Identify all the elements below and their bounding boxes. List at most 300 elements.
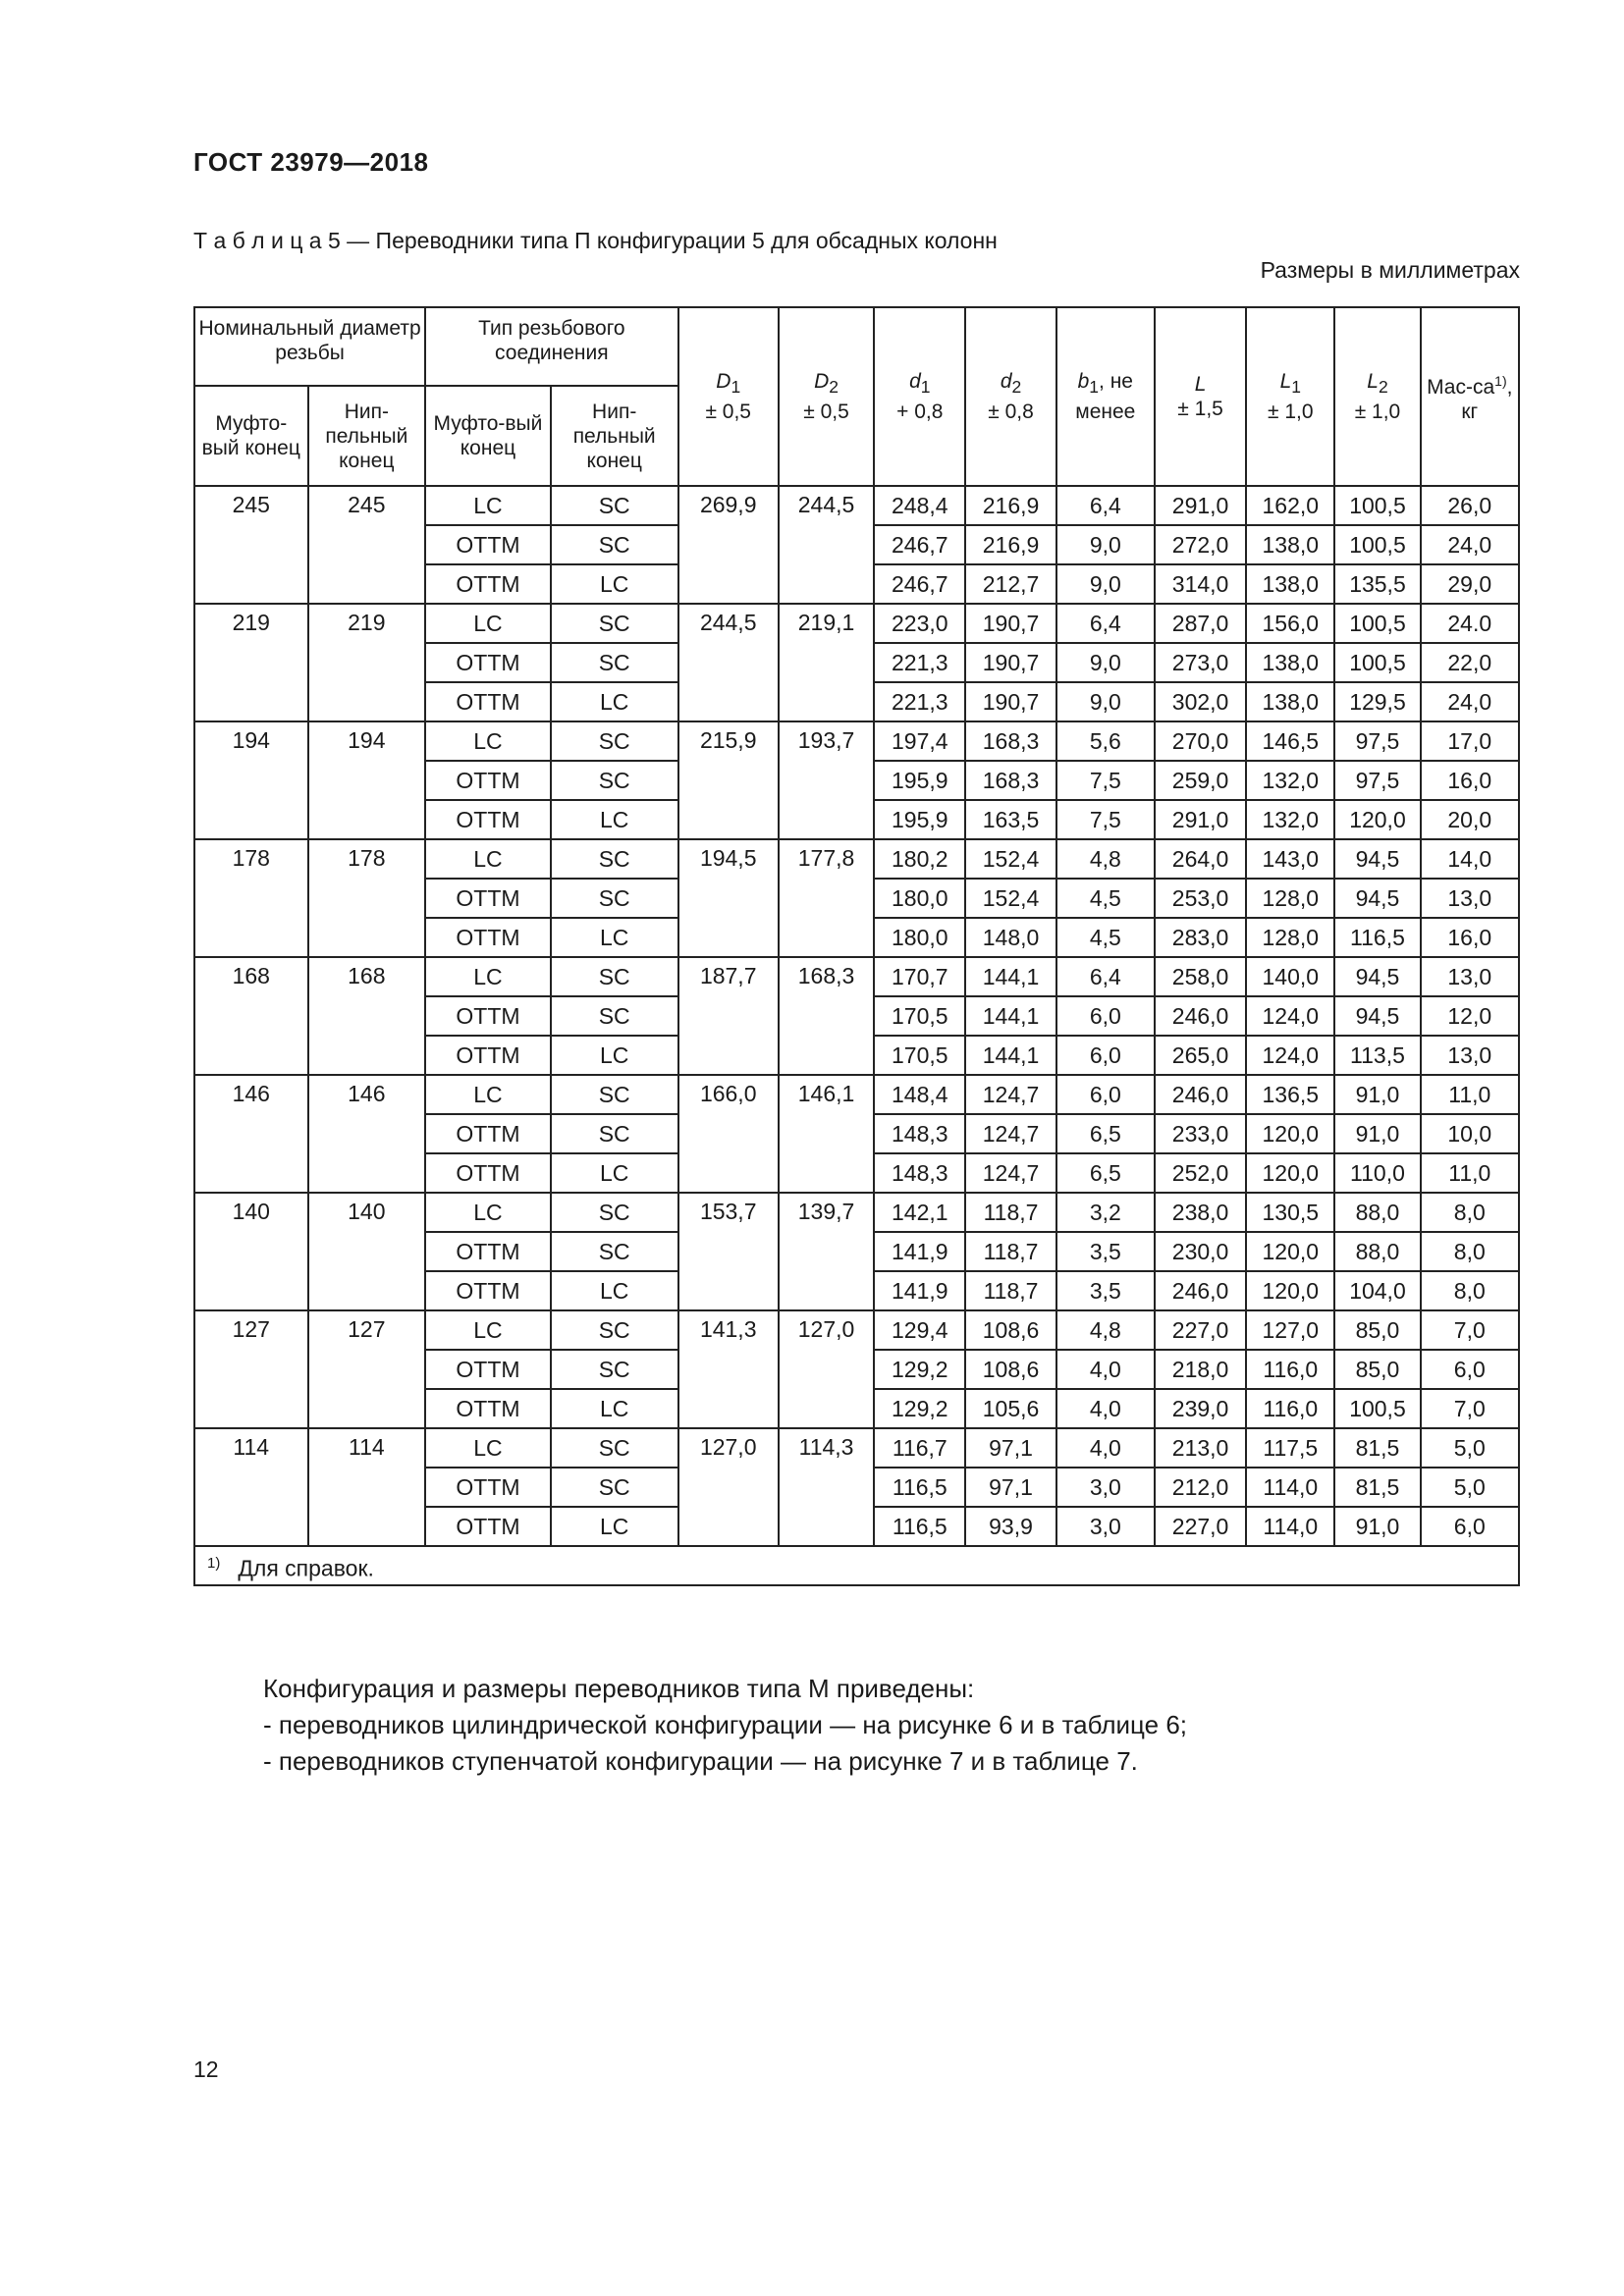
cell-L1: 146,5	[1246, 721, 1334, 761]
cell-D1: 127,0	[678, 1428, 779, 1546]
cell-b1: 3,5	[1056, 1232, 1155, 1271]
cell-thread-pin: SC	[551, 643, 678, 682]
cell-thread-pin: SC	[551, 1193, 678, 1232]
cell-L: 272,0	[1155, 525, 1246, 564]
cell-thread-pin: SC	[551, 1468, 678, 1507]
cell-b1: 4,0	[1056, 1428, 1155, 1468]
cell-b1: 6,0	[1056, 996, 1155, 1036]
cell-L1: 120,0	[1246, 1153, 1334, 1193]
cell-L: 302,0	[1155, 682, 1246, 721]
cell-thread-pin: LC	[551, 1507, 678, 1546]
header-nominal-pin-end: Нип-пельный конец	[308, 386, 426, 486]
cell-d1: 170,5	[874, 1036, 965, 1075]
cell-D2: 177,8	[779, 839, 874, 957]
cell-L1: 116,0	[1246, 1350, 1334, 1389]
cell-L: 252,0	[1155, 1153, 1246, 1193]
cell-L1: 138,0	[1246, 682, 1334, 721]
cell-thread-pin: LC	[551, 1271, 678, 1310]
cell-b1: 4,0	[1056, 1389, 1155, 1428]
cell-b1: 4,5	[1056, 879, 1155, 918]
cell-L: 246,0	[1155, 1075, 1246, 1114]
cell-D2: 193,7	[779, 721, 874, 839]
cell-L2: 94,5	[1334, 996, 1420, 1036]
cell-d1: 129,4	[874, 1310, 965, 1350]
cell-d2: 97,1	[965, 1428, 1056, 1468]
cell-nominal-coupling: 194	[194, 721, 308, 839]
cell-mass: 8,0	[1421, 1193, 1519, 1232]
cell-L1: 138,0	[1246, 525, 1334, 564]
header-L2: $L_2$ ± 1,0	[1334, 307, 1420, 486]
cell-nominal-coupling: 168	[194, 957, 308, 1075]
table-row	[194, 1428, 1519, 1468]
cell-thread-coupling: LC	[425, 957, 551, 996]
cell-mass: 14,0	[1421, 839, 1519, 879]
cell-thread-coupling: ОТТМ	[425, 918, 551, 957]
cell-thread-pin: SC	[551, 604, 678, 643]
cell-L1: 156,0	[1246, 604, 1334, 643]
cell-D1: 141,3	[678, 1310, 779, 1428]
cell-thread-pin: SC	[551, 1114, 678, 1153]
cell-L1: 138,0	[1246, 643, 1334, 682]
cell-d1: 116,5	[874, 1468, 965, 1507]
cell-D2: 168,3	[779, 957, 874, 1075]
cell-L2: 116,5	[1334, 918, 1420, 957]
cell-L2: 88,0	[1334, 1193, 1420, 1232]
cell-thread-coupling: ОТТМ	[425, 800, 551, 839]
cell-mass: 13,0	[1421, 957, 1519, 996]
cell-mass: 7,0	[1421, 1310, 1519, 1350]
table-row	[194, 839, 1519, 879]
cell-d1: 197,4	[874, 721, 965, 761]
cell-L: 227,0	[1155, 1507, 1246, 1546]
table-row	[194, 957, 1519, 996]
cell-b1: 4,0	[1056, 1350, 1155, 1389]
cell-d1: 180,0	[874, 879, 965, 918]
cell-thread-coupling: ОТТМ	[425, 682, 551, 721]
cell-L2: 100,5	[1334, 525, 1420, 564]
cell-nominal-pin: 140	[308, 1193, 426, 1310]
cell-thread-pin: SC	[551, 721, 678, 761]
header-d1: $d_1$ + 0,8	[874, 307, 965, 486]
cell-L: 291,0	[1155, 800, 1246, 839]
cell-thread-coupling: ОТТМ	[425, 1468, 551, 1507]
adapters-table	[193, 306, 1520, 1586]
cell-d1: 148,3	[874, 1114, 965, 1153]
cell-d1: 223,0	[874, 604, 965, 643]
cell-L: 258,0	[1155, 957, 1246, 996]
after-text-line: - переводников ступенчатой конфигурации — на рисунке 7 и в таблице 7.	[263, 1746, 1138, 1776]
cell-b1: 6,4	[1056, 604, 1155, 643]
cell-d1: 248,4	[874, 486, 965, 525]
cell-L: 259,0	[1155, 761, 1246, 800]
cell-L2: 94,5	[1334, 879, 1420, 918]
cell-L2: 100,5	[1334, 1389, 1420, 1428]
cell-L1: 162,0	[1246, 486, 1334, 525]
cell-d2: 152,4	[965, 839, 1056, 879]
cell-D2: 139,7	[779, 1193, 874, 1310]
cell-mass: 24,0	[1421, 525, 1519, 564]
cell-d2: 152,4	[965, 879, 1056, 918]
cell-L1: 130,5	[1246, 1193, 1334, 1232]
cell-b1: 9,0	[1056, 525, 1155, 564]
cell-b1: 9,0	[1056, 682, 1155, 721]
cell-d1: 141,9	[874, 1232, 965, 1271]
table-body	[194, 486, 1519, 1546]
cell-L2: 91,0	[1334, 1507, 1420, 1546]
cell-mass: 24,0	[1421, 682, 1519, 721]
cell-nominal-coupling: 219	[194, 604, 308, 721]
cell-b1: 6,4	[1056, 957, 1155, 996]
cell-mass: 26,0	[1421, 486, 1519, 525]
cell-b1: 7,5	[1056, 761, 1155, 800]
cell-L2: 135,5	[1334, 564, 1420, 604]
cell-mass: 16,0	[1421, 761, 1519, 800]
cell-L: 212,0	[1155, 1468, 1246, 1507]
header-L1: $L_1$ ± 1,0	[1246, 307, 1334, 486]
cell-d1: 246,7	[874, 525, 965, 564]
cell-thread-pin: LC	[551, 800, 678, 839]
cell-L2: 97,5	[1334, 721, 1420, 761]
cell-d2: 168,3	[965, 721, 1056, 761]
header-b1: $b_1$, не менее	[1056, 307, 1155, 486]
cell-mass: 5,0	[1421, 1428, 1519, 1468]
cell-d2: 216,9	[965, 486, 1056, 525]
cell-thread-coupling: LC	[425, 839, 551, 879]
cell-d1: 221,3	[874, 643, 965, 682]
cell-b1: 4,8	[1056, 1310, 1155, 1350]
cell-L2: 94,5	[1334, 957, 1420, 996]
cell-D2: 146,1	[779, 1075, 874, 1193]
cell-d1: 142,1	[874, 1193, 965, 1232]
cell-L: 239,0	[1155, 1389, 1246, 1428]
cell-b1: 3,0	[1056, 1468, 1155, 1507]
cell-L2: 81,5	[1334, 1428, 1420, 1468]
cell-d2: 124,7	[965, 1075, 1056, 1114]
cell-thread-coupling: ОТТМ	[425, 525, 551, 564]
cell-d2: 124,7	[965, 1153, 1056, 1193]
cell-D1: 215,9	[678, 721, 779, 839]
cell-L2: 81,5	[1334, 1468, 1420, 1507]
cell-L2: 100,5	[1334, 643, 1420, 682]
cell-L: 270,0	[1155, 721, 1246, 761]
cell-d2: 105,6	[965, 1389, 1056, 1428]
cell-b1: 4,8	[1056, 839, 1155, 879]
cell-d2: 108,6	[965, 1350, 1056, 1389]
cell-L2: 100,5	[1334, 604, 1420, 643]
cell-thread-pin: SC	[551, 761, 678, 800]
cell-L: 233,0	[1155, 1114, 1246, 1153]
cell-thread-coupling: LC	[425, 721, 551, 761]
cell-d2: 118,7	[965, 1232, 1056, 1271]
table-row	[194, 1310, 1519, 1350]
cell-d2: 168,3	[965, 761, 1056, 800]
cell-nominal-pin: 114	[308, 1428, 426, 1546]
cell-nominal-pin: 194	[308, 721, 426, 839]
cell-mass: 6,0	[1421, 1350, 1519, 1389]
cell-L1: 120,0	[1246, 1114, 1334, 1153]
cell-thread-pin: LC	[551, 918, 678, 957]
cell-L2: 88,0	[1334, 1232, 1420, 1271]
page-number: 12	[193, 2056, 219, 2082]
cell-thread-pin: LC	[551, 682, 678, 721]
cell-L1: 132,0	[1246, 761, 1334, 800]
cell-b1: 6,5	[1056, 1114, 1155, 1153]
after-text-line: Конфигурация и размеры переводников типа М приведены:	[263, 1674, 975, 1703]
cell-d2: 190,7	[965, 604, 1056, 643]
cell-nominal-coupling: 140	[194, 1193, 308, 1310]
cell-L: 253,0	[1155, 879, 1246, 918]
cell-L2: 104,0	[1334, 1271, 1420, 1310]
cell-nominal-pin: 168	[308, 957, 426, 1075]
cell-d1: 195,9	[874, 761, 965, 800]
cell-b1: 4,5	[1056, 918, 1155, 957]
cell-b1: 3,2	[1056, 1193, 1155, 1232]
cell-L2: 120,0	[1334, 800, 1420, 839]
cell-d2: 144,1	[965, 957, 1056, 996]
cell-thread-coupling: ОТТМ	[425, 1232, 551, 1271]
cell-thread-coupling: LC	[425, 486, 551, 525]
cell-thread-pin: LC	[551, 1153, 678, 1193]
table-row	[194, 1075, 1519, 1114]
cell-b1: 6,5	[1056, 1153, 1155, 1193]
cell-thread-coupling: ОТТМ	[425, 1350, 551, 1389]
cell-d1: 221,3	[874, 682, 965, 721]
cell-d2: 118,7	[965, 1193, 1056, 1232]
cell-d1: 148,4	[874, 1075, 965, 1114]
cell-L1: 114,0	[1246, 1507, 1334, 1546]
cell-b1: 6,0	[1056, 1036, 1155, 1075]
cell-L2: 85,0	[1334, 1310, 1420, 1350]
cell-thread-pin: SC	[551, 486, 678, 525]
cell-L1: 124,0	[1246, 996, 1334, 1036]
table-row	[194, 486, 1519, 525]
cell-d2: 190,7	[965, 643, 1056, 682]
cell-thread-pin: SC	[551, 996, 678, 1036]
header-D2: $D_2$ ± 0,5	[779, 307, 874, 486]
cell-L1: 120,0	[1246, 1232, 1334, 1271]
cell-mass: 7,0	[1421, 1389, 1519, 1428]
cell-thread-pin: SC	[551, 957, 678, 996]
cell-L1: 120,0	[1246, 1271, 1334, 1310]
cell-d1: 170,7	[874, 957, 965, 996]
cell-thread-coupling: ОТТМ	[425, 1271, 551, 1310]
cell-nominal-pin: 146	[308, 1075, 426, 1193]
cell-D1: 187,7	[678, 957, 779, 1075]
cell-mass: 10,0	[1421, 1114, 1519, 1153]
cell-nominal-coupling: 114	[194, 1428, 308, 1546]
cell-L: 273,0	[1155, 643, 1246, 682]
header-L: L ± 1,5	[1155, 307, 1246, 486]
cell-L2: 113,5	[1334, 1036, 1420, 1075]
cell-mass: 22,0	[1421, 643, 1519, 682]
cell-thread-coupling: ОТТМ	[425, 1389, 551, 1428]
cell-thread-pin: SC	[551, 1428, 678, 1468]
cell-L1: 124,0	[1246, 1036, 1334, 1075]
cell-thread-coupling: ОТТМ	[425, 1153, 551, 1193]
cell-thread-coupling: ОТТМ	[425, 996, 551, 1036]
cell-nominal-coupling: 178	[194, 839, 308, 957]
cell-L2: 129,5	[1334, 682, 1420, 721]
cell-mass: 11,0	[1421, 1153, 1519, 1193]
cell-L: 246,0	[1155, 1271, 1246, 1310]
cell-L: 213,0	[1155, 1428, 1246, 1468]
cell-mass: 13,0	[1421, 879, 1519, 918]
cell-thread-coupling: LC	[425, 604, 551, 643]
cell-mass: 13,0	[1421, 1036, 1519, 1075]
cell-mass: 20,0	[1421, 800, 1519, 839]
after-table-text	[263, 1671, 1187, 1780]
cell-D1: 244,5	[678, 604, 779, 721]
cell-d1: 129,2	[874, 1389, 965, 1428]
cell-D2: 219,1	[779, 604, 874, 721]
cell-nominal-pin: 245	[308, 486, 426, 604]
cell-mass: 24.0	[1421, 604, 1519, 643]
cell-mass: 16,0	[1421, 918, 1519, 957]
table-caption: Т а б л и ц а 5 — Переводники типа П конфигурации 5 для обсадных колонн	[193, 228, 998, 253]
cell-thread-pin: SC	[551, 839, 678, 879]
cell-L: 246,0	[1155, 996, 1246, 1036]
cell-nominal-pin: 219	[308, 604, 426, 721]
cell-mass: 29,0	[1421, 564, 1519, 604]
cell-thread-pin: SC	[551, 879, 678, 918]
cell-L1: 132,0	[1246, 800, 1334, 839]
cell-thread-pin: LC	[551, 1389, 678, 1428]
cell-D1: 153,7	[678, 1193, 779, 1310]
cell-d2: 144,1	[965, 996, 1056, 1036]
cell-b1: 7,5	[1056, 800, 1155, 839]
cell-L2: 97,5	[1334, 761, 1420, 800]
table-row	[194, 721, 1519, 761]
cell-thread-pin: SC	[551, 1350, 678, 1389]
units-note: Размеры в миллиметрах	[1260, 257, 1520, 283]
cell-mass: 17,0	[1421, 721, 1519, 761]
cell-L1: 143,0	[1246, 839, 1334, 879]
cell-thread-coupling: ОТТМ	[425, 879, 551, 918]
cell-L: 287,0	[1155, 604, 1246, 643]
cell-L2: 94,5	[1334, 839, 1420, 879]
cell-d1: 116,5	[874, 1507, 965, 1546]
cell-L1: 140,0	[1246, 957, 1334, 996]
cell-mass: 12,0	[1421, 996, 1519, 1036]
cell-b1: 6,0	[1056, 1075, 1155, 1114]
cell-D1: 194,5	[678, 839, 779, 957]
cell-d1: 129,2	[874, 1350, 965, 1389]
header-d2: $d_2$ ± 0,8	[965, 307, 1056, 486]
cell-L1: 114,0	[1246, 1468, 1334, 1507]
cell-d2: 108,6	[965, 1310, 1056, 1350]
header-mass: Мас-$са^{1)}$, кг	[1421, 307, 1519, 486]
cell-thread-pin: SC	[551, 1310, 678, 1350]
cell-b1: 9,0	[1056, 564, 1155, 604]
cell-d1: 116,7	[874, 1428, 965, 1468]
cell-d1: 180,2	[874, 839, 965, 879]
cell-thread-coupling: LC	[425, 1193, 551, 1232]
cell-L: 265,0	[1155, 1036, 1246, 1075]
cell-nominal-pin: 127	[308, 1310, 426, 1428]
cell-mass: 11,0	[1421, 1075, 1519, 1114]
cell-mass: 6,0	[1421, 1507, 1519, 1546]
cell-d2: 124,7	[965, 1114, 1056, 1153]
cell-L: 283,0	[1155, 918, 1246, 957]
cell-L2: 100,5	[1334, 486, 1420, 525]
table-footnote: $^{1)}$ Для справок.	[194, 1546, 1519, 1585]
cell-nominal-coupling: 245	[194, 486, 308, 604]
cell-D2: 244,5	[779, 486, 874, 604]
header-D1: $D_1$ ± 0,5	[678, 307, 779, 486]
cell-d2: 118,7	[965, 1271, 1056, 1310]
cell-d2: 212,7	[965, 564, 1056, 604]
header-thread-coupling-end: Муфто-вый конец	[425, 386, 551, 486]
cell-nominal-coupling: 127	[194, 1310, 308, 1428]
table-row	[194, 604, 1519, 643]
cell-thread-pin: SC	[551, 1232, 678, 1271]
cell-L1: 127,0	[1246, 1310, 1334, 1350]
cell-L: 264,0	[1155, 839, 1246, 879]
cell-D1: 166,0	[678, 1075, 779, 1193]
cell-L1: 128,0	[1246, 918, 1334, 957]
cell-d2: 144,1	[965, 1036, 1056, 1075]
cell-L2: 85,0	[1334, 1350, 1420, 1389]
cell-b1: 5,6	[1056, 721, 1155, 761]
header-nominal-coupling-end: Муфто-вый конец	[194, 386, 308, 486]
cell-d1: 141,9	[874, 1271, 965, 1310]
cell-D1: 269,9	[678, 486, 779, 604]
cell-thread-pin: SC	[551, 1075, 678, 1114]
cell-L1: 128,0	[1246, 879, 1334, 918]
cell-L: 230,0	[1155, 1232, 1246, 1271]
header-nominal-diameter: Номинальный диаметр резьбы	[194, 307, 425, 386]
cell-nominal-pin: 178	[308, 839, 426, 957]
cell-b1: 6,4	[1056, 486, 1155, 525]
cell-thread-coupling: ОТТМ	[425, 1036, 551, 1075]
cell-d2: 163,5	[965, 800, 1056, 839]
cell-L1: 117,5	[1246, 1428, 1334, 1468]
cell-d1: 170,5	[874, 996, 965, 1036]
cell-thread-coupling: ОТТМ	[425, 564, 551, 604]
cell-d1: 148,3	[874, 1153, 965, 1193]
cell-D2: 114,3	[779, 1428, 874, 1546]
cell-mass: 5,0	[1421, 1468, 1519, 1507]
cell-thread-coupling: ОТТМ	[425, 643, 551, 682]
cell-D2: 127,0	[779, 1310, 874, 1428]
cell-b1: 3,0	[1056, 1507, 1155, 1546]
cell-d2: 93,9	[965, 1507, 1056, 1546]
cell-mass: 8,0	[1421, 1232, 1519, 1271]
cell-L: 218,0	[1155, 1350, 1246, 1389]
cell-nominal-coupling: 146	[194, 1075, 308, 1193]
cell-d2: 216,9	[965, 525, 1056, 564]
cell-d2: 97,1	[965, 1468, 1056, 1507]
cell-L1: 136,5	[1246, 1075, 1334, 1114]
cell-L1: 116,0	[1246, 1389, 1334, 1428]
cell-L2: 91,0	[1334, 1114, 1420, 1153]
cell-thread-coupling: ОТТМ	[425, 1114, 551, 1153]
cell-thread-coupling: LC	[425, 1075, 551, 1114]
cell-d2: 190,7	[965, 682, 1056, 721]
cell-d2: 148,0	[965, 918, 1056, 957]
cell-thread-pin: LC	[551, 564, 678, 604]
after-text-line: - переводников цилиндрической конфигурации — на рисунке 6 и в таблице 6;	[263, 1710, 1188, 1739]
cell-L2: 110,0	[1334, 1153, 1420, 1193]
cell-b1: 3,5	[1056, 1271, 1155, 1310]
cell-L: 291,0	[1155, 486, 1246, 525]
cell-L1: 138,0	[1246, 564, 1334, 604]
table-row	[194, 1193, 1519, 1232]
cell-b1: 9,0	[1056, 643, 1155, 682]
cell-thread-coupling: LC	[425, 1428, 551, 1468]
cell-d1: 246,7	[874, 564, 965, 604]
cell-d1: 195,9	[874, 800, 965, 839]
